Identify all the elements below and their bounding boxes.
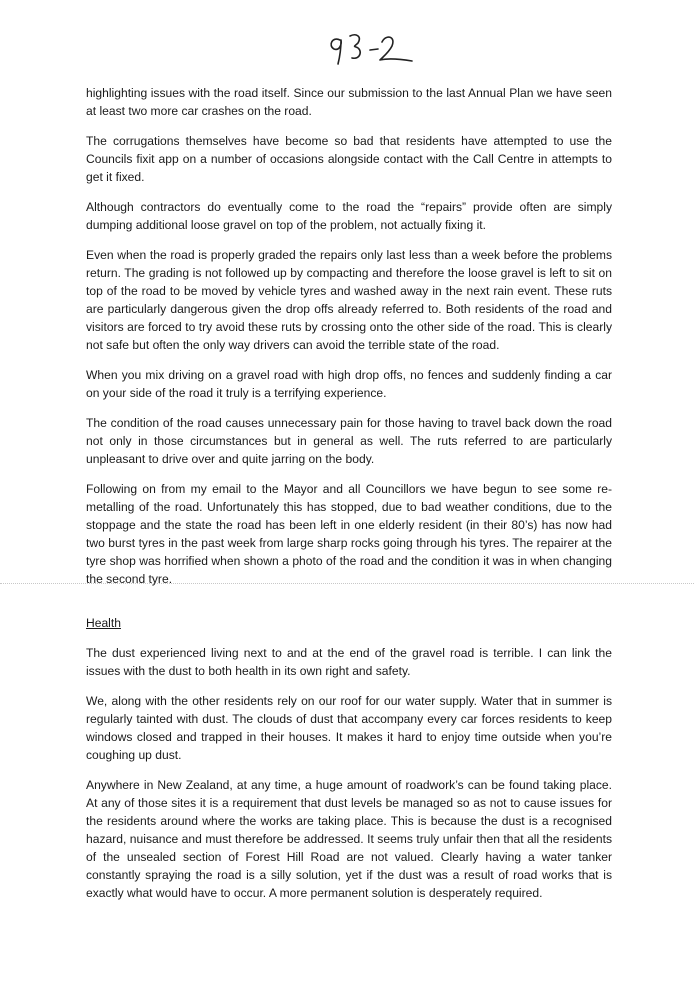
paragraph-drop-offs: When you mix driving on a gravel road with high drop offs, no fences and suddenly finding a car on your side of the road it truly is a terrifying experience. — [86, 368, 612, 400]
health-section — [86, 614, 612, 914]
health-heading: Health — [86, 616, 121, 630]
paragraph-roadworks: Anywhere in New Zealand, at any time, a huge amount of roadwork’s can be found taking place. At any of those sites it is a requirement that dust levels be managed so as not to cause issues for the residents around where the works are taking place. This is because the dust is a recognised hazard, nuisance and must therefore be addressed. It seems truly unfair then that all the residents of the unsealed section of Forest Hill Road are not valued. Clearly having a water tanker constantly spraying the road is a silly solution, yet if the dust was a result of road works that is exactly what would have to occur. A more permanent solution is desperately required. — [86, 778, 612, 900]
paragraph-water-supply: We, along with the other residents rely on our roof for our water supply. Water that in summer is regularly tainted with dust. The clouds of dust that accompany every car forces residents to keep windows closed and trapped in their houses. It makes it hard to enjoy time outside when you’re coughing up dust. — [86, 694, 612, 762]
paragraph-road-condition: The condition of the road causes unnecessary pain for those having to travel back down the road not only in those circumstances but in general as well. The ruts referred to are particularly unpleasant to drive over and quite jarring on the body. — [86, 416, 612, 466]
paragraph-road-crashes: highlighting issues with the road itself. Since our submission to the last Annual Plan we have seen at least two more car crashes on the road. — [86, 86, 612, 118]
paragraph-contractors: Although contractors do eventually come to the road the “repairs” provide often are simply dumping additional loose gravel on top of the problem, not actually fixing it. — [86, 200, 612, 232]
paragraph-grading: Even when the road is properly graded the repairs only last less than a week before the problems return. The grading is not followed up by compacting and therefore the loose gravel is left to sit on top of the road to be moved by vehicle tyres and washed away in the next rain event. These ruts are particularly dangerous given the drop offs already referred to. Both residents of the road and visitors are forced to try avoid these ruts by crossing onto the other side of the road. This is clearly not safe but often the only way drivers can avoid the terrible state of the road. — [86, 248, 612, 352]
handwritten-page-marker — [322, 24, 422, 74]
paragraph-dust: The dust experienced living next to and at the end of the gravel road is terrible. I can link the issues with the dust to both health in its own right and safety. — [86, 646, 612, 678]
body-text-top — [86, 84, 612, 600]
paragraph-remetalling: Following on from my email to the Mayor and all Councillors we have begun to see some re-metalling of the road. Unfortunately this has stopped, due to bad weather conditions, due to the stoppage and the state the road has been left in one elderly resident (in their 80’s) has now had two burst tyres in the past week from large sharp rocks going through his tyres. The repairer at the tyre shop was horrified when shown a photo of the road and the condition it was in when changing the second tyre. — [86, 482, 612, 586]
paragraph-corrugations: The corrugations themselves have become so bad that residents have attempted to use the Councils fixit app on a number of occasions alongside contact with the Call Centre in attempts to get it fixed. — [86, 134, 612, 184]
scan-divider — [0, 583, 694, 584]
